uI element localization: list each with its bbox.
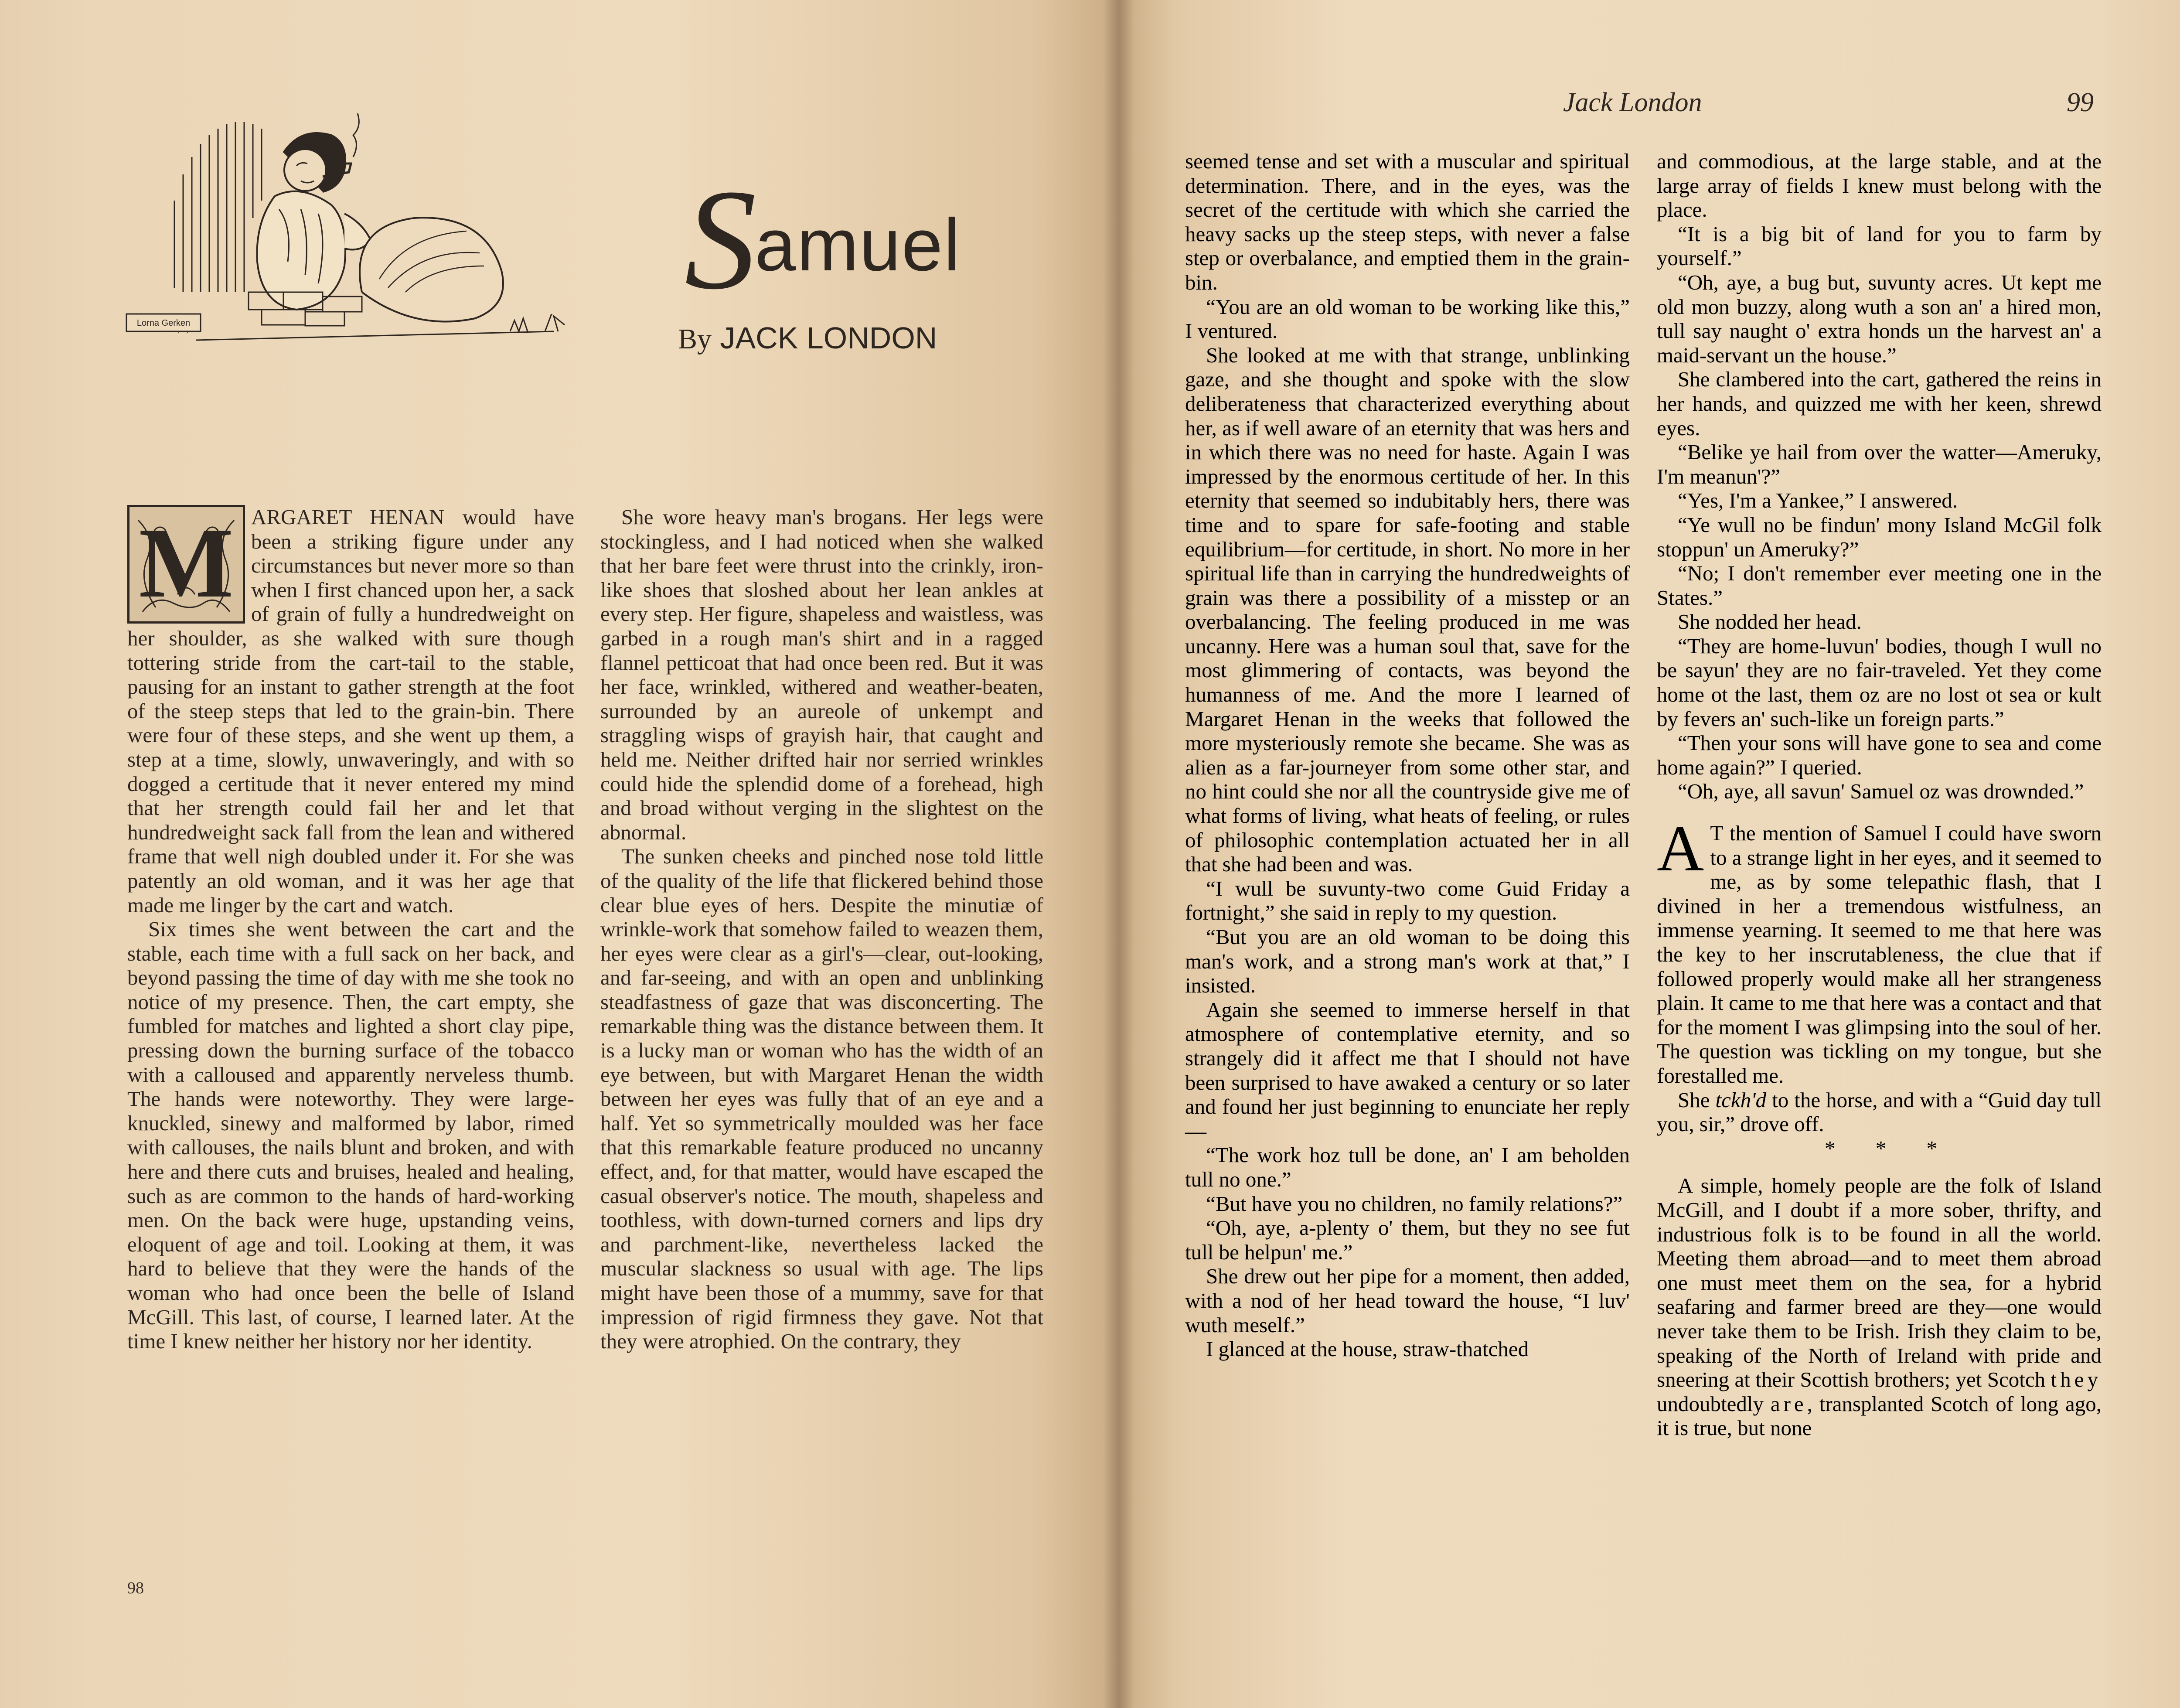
paragraph [1657,1088,2102,1136]
section-initial: A [1657,812,1704,885]
page-number-right: 99 [2067,88,2094,117]
artist-signature: Lorna Gerken [136,318,191,328]
paragraph-text: ARGARET HENAN would have been a striking figure under any circumstances but never more so than when I first chanced upon her, a sack of grain of fully a hundredweight on her shoulder, as she walked with sure though tottering stride from the cart-tail to the stable, pausing for an instant to gather strength at the foot of the steep steps that led to the grain-bin. There were four of these steps, and she went up them, a step at a time, slowly, unwaveringly, and with so dogged a certitude that it never entered my mind that her strength could fail her and let that hundredweight sack fall from the lean and withered frame that well nigh doubled under it. For she was patently an old woman, and it was her age that made me linger by the cart and watch. [127,505,574,917]
paragraph: She nodded her head. [1678,610,1862,634]
paragraph: “Belike ye hail from over the watter—Ameruky, I'm meanun'?” [1657,440,2102,488]
paragraph [1657,1173,2102,1440]
text-run: She [1678,1088,1716,1112]
drop-cap-letter: M [139,507,234,618]
paragraph: “Then your sons will have gone to sea and come home again?” I queried. [1657,731,2102,779]
paragraph: “But have you no children, no family relations?” [1206,1191,1623,1216]
paragraph-text: T the mention of Samuel I could have sworn to a strange light in her eyes, and it seemed to me, as by some telepathic flash, that I divined in her a tremendous wistfulness, an immense yearning. It seemed to me that here was the key to her inscrutableness, the clue that if followed properly would make all her strangeness plain. It came to me that here was a contact and that for the moment I was glimpsing into the soul of her. The question was tickling on my tongue, but she forestalled me. [1657,821,2102,1088]
paragraph: She drew out her pipe for a moment, then added, with a nod of her head toward the house, “I luv' wuth meself.” [1185,1264,1630,1337]
spaced-word: are [1770,1391,1807,1416]
italic-word: tckh'd [1715,1088,1767,1112]
text-run: to the horse, and with a “Guid day tull you, sir,” drove off. [1657,1088,2102,1136]
paragraph: “But you are an old woman to be doing this man's work, and a strong man's work at that,” I insisted. [1185,925,1630,998]
paragraph: Six times she went between the cart and the stable, each time with a full sack on her back, and beyond passing the time of day with me she took no notice of my presence. Then, the cart empty, she fumbled for matches and lighted a short clay pipe, pressing down the burning surface of the tobacco with a calloused and apparently nerveless thumb. The hands were noteworthy. They were large-knuckled, sinewy and malformed by labor, rimed with callouses, the nails blunt and broken, and with here and there cuts and bruises, healed and healing, such as are common to the hands of hard-working men. On the back were huge, upstanding veins, eloquent of age and toil. Looking at them, it was hard to believe that they were the hands of the woman who had once been the belle of Island McGill. This last, of course, I learned later. At the time I knew neither her history nor her identity. [127,917,574,1353]
story-title [685,157,961,322]
paragraph: “Oh, aye, a-plenty o' them, but they no see fut tull be helpun' me.” [1185,1216,1630,1264]
running-header-author: Jack London [1563,88,1702,117]
byline-prefix: By [678,323,712,355]
paragraph: She looked at me with that strange, unblinking gaze, and she thought and spoke with the slow deliberateness that characterized everything about her, as if well aware of an eternity that was hers and in which there was no need for haste. Again I was impressed by the enormous certitude of her. In this eternity that seemed so indubitably hers, there was time and to spare for safe-footing and stable equilibrium—for certitude, in short. No more in her spiritual life than in carrying the hundredweights of grain was there a possibility of a misstep or an overbalancing. The feeling produced in me was uncanny. Here was a human soul that, save for the most glimmering of contacts, was beyond the humanness of me. And the more I learned of Margaret Henan in the weeks that followed the more mysteriously remote she became. She was as alien as a far-journeyer from some other star, and no hint could she nor all the countryside give me of what forms of living, what heats of feeling, or rules of philosophic contemplation actuated her in all that she had been and was. [1185,343,1630,876]
right-column-2 [1657,149,2102,1440]
section-break: * * * [1825,1136,1955,1160]
paragraph: She clambered into the cart, gathered the reins in her hands, and quizzed me with her keen, shrewd eyes. [1657,367,2102,440]
paragraph: “I wull be suvunty-two come Guid Friday a fortnight,” she said in reply to my question. [1185,876,1630,925]
left-column-2 [600,505,1043,1353]
paragraph: Again she seemed to immerse herself in that atmosphere of contemplative eternity, and so strangely did it affect me that I should not have been surprised to have awaked a century or so later and found her just beginning to enunciate her reply— [1185,997,1630,1143]
page-number-left: 98 [127,1579,144,1597]
opening-paragraph [127,505,574,917]
byline [678,320,937,356]
paragraph: “Yes, I'm a Yankee,” I answered. [1678,488,1958,513]
text-run: undoubtedly [1657,1391,1771,1416]
paragraph: The sunken cheeks and pinched nose told little of the quality of the life that flickered behind those clear blue eyes of hers. Despite the minutiæ of wrinkle-work that somehow failed to weazen them, her eyes were clear as a girl's—clear, out-looking, and far-seeing, and with an open and unblinking steadfastness of gaze that was disconcerting. The remarkable thing was the distance between them. It is a lucky man or woman who has the width of an eye between, but with Margaret Henan the width between her eyes was fully that of an eye and a half. Yet so symmetrically moulded was her face that this remarkable feature produced no uncanny effect, and, for that matter, would have escaped the casual observer's notice. The mouth, shapeless and toothless, with down-turned corners and lips dry and parchment-like, nevertheless lacked the muscular slackness so usual with age. The lips might have been those of a mummy, save for that impression of rigid firmness they gave. Not that they were atrophied. On the contrary, they [600,844,1043,1353]
paragraph: “Oh, aye, a bug but, suvunty acres. Ut kept me old mon buzzy, along wuth a son an' a hired mon, tull say naught o' extra honds un the harvest an' a maid-servant un the house.” [1657,270,2102,367]
paragraph: “No; I don't remember ever meeting one in the States.” [1657,561,2102,610]
title-rest: amuel [755,204,961,286]
title-initial: S [685,160,757,319]
byline-author: JACK LONDON [720,321,937,355]
paragraph: “You are an old woman to be working like this,” I ventured. [1185,294,1630,343]
section-opening-paragraph [1657,812,2102,1088]
title-illustration [118,87,580,384]
left-column-1 [127,505,574,1353]
paragraph: “They are home-luvun' bodies, though I wull no be sayun' they are no fair-traveled. Yet they come home ot the last, them oz are no lost ot sea or kult by fevers an' such-like un foreign parts.” [1657,634,2102,731]
text-run: , transplanted Scotch of long ago, it is true, but none [1657,1391,2102,1440]
book-gutter [1103,0,1134,1708]
paragraph: “Ye wull no be findun' mony Island McGil folk stoppun' un Ameruky?” [1657,512,2102,561]
paragraph: “Oh, aye, all savun' Samuel oz was drownded.” [1678,779,2084,804]
drop-cap [127,505,245,624]
woman-with-pipe-illustration [118,87,580,384]
text-run: A simple, homely people are the folk of Island McGill, and I doubt if a more sober, thrifty, and industrious folk is to be found in all the world. Meeting them abroad—and to meet them abroad one must meet them on the sea, for a hybrid seafaring and farmer breed are they—one would never take them to be Irish. Irish they claim to be, speaking of the North of Ireland with pride and sneering at their Scottish brothers; yet Scotch [1657,1173,2102,1392]
paragraph: seemed tense and set with a muscular and spiritual determination. There, and in the eyes, was the secret of the certitude with which she carried the heavy sacks up the steep steps, with never a false step or overbalance, and emptied them in the grain-bin. [1185,149,1630,294]
paragraph: “The work hoz tull be done, an' I am beholden tull no one.” [1185,1143,1630,1191]
paragraph: “It is a big bit of land for you to farm by yourself.” [1657,222,2102,270]
paragraph: I glanced at the house, straw-thatched [1206,1337,1529,1361]
right-column-1 [1185,149,1630,1361]
spaced-word: they [2051,1367,2102,1392]
paragraph: and commodious, at the large stable, and at the large array of fields I knew must belong with the place. [1657,149,2102,222]
paragraph: She wore heavy man's brogans. Her legs were stockingless, and I had noticed when she walked that her bare feet were thrust into the crinkly, iron-like shoes that sloshed about her lean ankles at every step. Her figure, shapeless and waistless, was garbed in a rough man's shirt and in a ragged flannel petticoat that had once been red. But it was her face, wrinkled, withered and weather-beaten, surrounded by an aureole of unkempt and straggling wisps of grayish hair, that caught and held me. Neither drifted hair nor serried wrinkles could hide the splendid dome of a forehead, high and broad without verging in the slightest on the abnormal. [600,505,1043,844]
